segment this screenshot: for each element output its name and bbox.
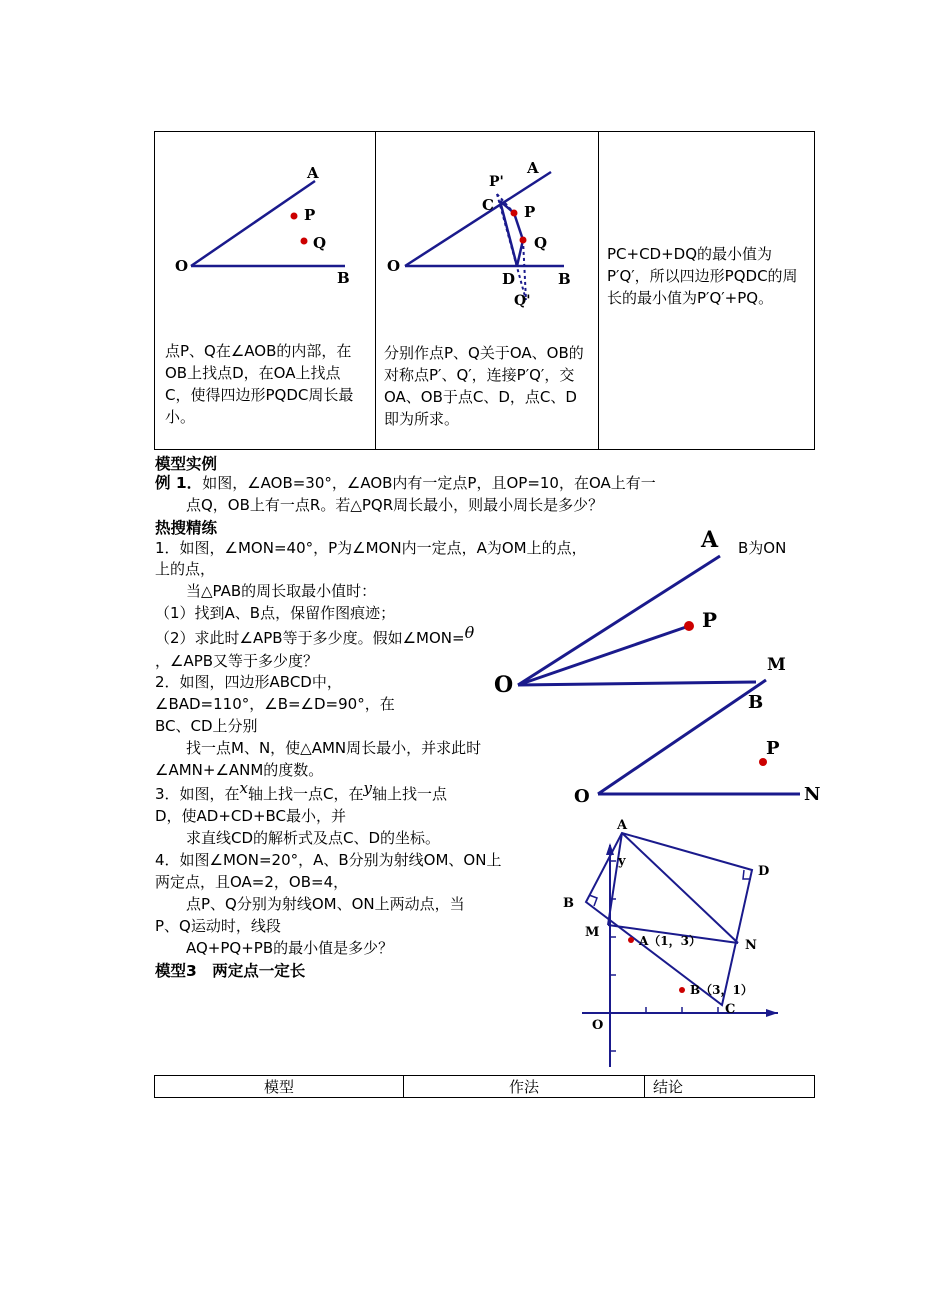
example-1-text: 如图，∠AOB=30°，∠AOB内有一定点P，且OP=10，在OA上有一	[202, 474, 656, 492]
practice-1-line-2: 上的点，	[155, 560, 216, 578]
practice-3-text-a: 3．如图，在	[155, 785, 240, 803]
practice-1-line-1: 1．如图，∠MON=40°，P为∠MON内一定点，A为OM上的点，	[155, 539, 587, 557]
figure-practice-2-3	[560, 815, 790, 1075]
practice-1-line-4: （1）找到A、B点，保留作图痕迹；	[155, 604, 396, 622]
construction-description: 分别作点P、Q关于OA、OB的对称点P′、Q′，连接P′Q′，交OA、OB于点C、D，点C、D即为所求。	[384, 344, 584, 428]
label-o: O	[387, 257, 401, 275]
label-p: P	[524, 203, 536, 221]
label-a: A	[307, 164, 319, 182]
label-y: y	[618, 854, 626, 869]
point-p	[759, 758, 767, 766]
point-q	[301, 238, 308, 245]
line-q-qp	[523, 240, 526, 300]
point-p	[684, 621, 694, 631]
label-a: A	[527, 159, 539, 177]
practice-3-text-b: 轴上找一点C，在	[248, 785, 364, 803]
practice-4-line-2: 两定点，且OA=2，OB=4，	[155, 873, 349, 891]
label-a: A	[701, 527, 719, 553]
practice-2-line-4: 找一点M、N，使△AMN周长最小，并求此时	[186, 739, 482, 757]
figure-angle-aob	[155, 132, 375, 332]
label-q: Q	[313, 234, 327, 252]
model-cell-1	[155, 132, 376, 450]
point-b31	[679, 987, 685, 993]
practice-1-line-1b: B为ON	[738, 539, 787, 557]
label-o: O	[175, 257, 189, 275]
header-method: 作法	[404, 1076, 645, 1098]
practice-1-line-5	[155, 623, 475, 649]
section-heading-example: 模型实例	[155, 455, 218, 473]
conclusion-text: PC+CD+DQ的最小值为P′Q′，所以四边形PQDC的周长的最小值为P′Q′+PQ。	[607, 245, 798, 307]
ray-oa	[518, 556, 720, 685]
x-axis-arrow	[766, 1009, 778, 1017]
segment-qd	[517, 240, 523, 266]
section-heading-practice: 热搜精练	[155, 519, 218, 537]
practice-2-line-1: 2．如图，四边形ABCD中，	[155, 673, 342, 691]
practice-4-line-1: 4．如图∠MON=20°，A、B分别为射线OM、ON上	[155, 851, 502, 869]
practice-2-line-2: ∠BAD=110°，∠B=∠D=90°，在	[155, 695, 395, 713]
model-cell-2	[376, 132, 599, 450]
point-q	[520, 237, 527, 244]
label-p: P	[766, 738, 780, 759]
model3-table	[154, 1075, 815, 1098]
label-a13: A（1，3）	[639, 934, 702, 948]
example-1-label: 例 1．	[155, 474, 203, 492]
point-p	[511, 210, 518, 217]
label-b31: B（3，1）	[690, 983, 753, 997]
label-b: B	[563, 896, 574, 911]
label-d: D	[758, 864, 770, 879]
label-m: M	[767, 655, 786, 675]
ray-oa	[191, 181, 315, 266]
practice-2-line-5: ∠AMN+∠ANM的度数。	[155, 761, 324, 779]
model-cell-3	[599, 132, 815, 450]
label-m: M	[585, 925, 600, 940]
y-symbol: y	[363, 779, 372, 797]
header-conclusion: 结论	[645, 1076, 815, 1098]
theta-symbol: θ	[464, 623, 475, 642]
label-c: C	[725, 1002, 736, 1017]
label-d: D	[502, 270, 516, 288]
practice-3-line-3: 求直线CD的解析式及点C、D的坐标。	[186, 829, 441, 847]
example-1-line-1	[155, 472, 656, 494]
segment-pq	[514, 213, 523, 240]
label-p: P	[702, 608, 718, 632]
label-pp: P'	[489, 174, 504, 190]
practice-4-line-3: 点P、Q分别为射线OM、ON上两动点，当	[186, 895, 465, 913]
label-b: B	[558, 270, 571, 288]
example-1-line-2: 点Q，OB上有一点R。若△PQR周长最小，则最小周长是多少？	[186, 496, 604, 514]
practice-1-line-3: 当△PAB的周长取最小值时：	[186, 582, 377, 600]
label-p: P	[304, 206, 316, 224]
practice-3-line-2: D，使AD+CD+BC最小，并	[155, 807, 347, 825]
practice-1-line-6: ，∠APB又等于多少度？	[155, 652, 319, 670]
figure-reflection	[376, 132, 598, 332]
model-table	[154, 131, 815, 450]
figure-practice-4	[560, 670, 840, 820]
label-b: B	[748, 692, 764, 713]
practice-2-line-3: BC、CD上分别	[155, 717, 258, 735]
practice-4-line-4: P、Q运动时，线段	[155, 917, 281, 935]
practice-1-line-5-text: （2）求此时∠APB等于多少度。假如∠MON=	[155, 629, 465, 647]
label-n: N	[745, 938, 757, 953]
practice-4-line-5: AQ+PQ+PB的最小值是多少？	[186, 939, 394, 957]
section-heading-model3: 模型3 两定点一定长	[155, 962, 306, 980]
x-symbol: x	[239, 779, 249, 797]
point-p	[291, 213, 298, 220]
practice-3-line-1	[155, 779, 447, 805]
label-a: A	[617, 818, 628, 833]
header-model: 模型	[155, 1076, 404, 1098]
label-qp: Q'	[514, 293, 531, 309]
label-o: O	[494, 672, 514, 698]
label-n: N	[804, 784, 821, 805]
label-b: B	[337, 269, 350, 287]
ray-ob	[598, 680, 766, 794]
model-description: 点P、Q在∠AOB的内部，在OB上找点D，在OA上找点C，使得四边形PQDC周长最小。	[165, 342, 354, 426]
point-a13	[628, 937, 634, 943]
practice-3-text-c: 轴上找一点	[371, 785, 447, 803]
label-q: Q	[534, 234, 548, 252]
label-o: O	[592, 1018, 604, 1033]
label-o: O	[574, 786, 590, 807]
label-c: C	[482, 196, 494, 214]
